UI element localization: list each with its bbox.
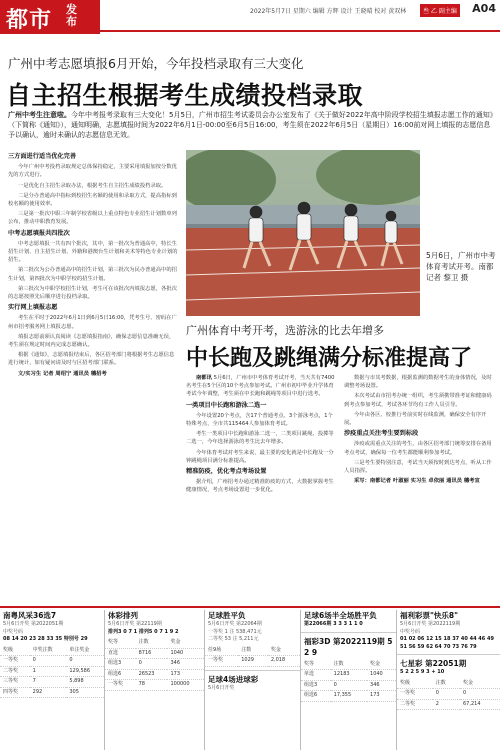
table-cell: 2,018 [268,656,300,667]
photo-caption: 5月6日，广州市中考体育考试开考。南都记者 黎卫 摄 [426,251,496,282]
table-row [301,680,396,691]
table-cell: 直选 [105,648,136,659]
story2-paragraph: 涉疫或需重点关注的考生，由各区招考部门统筹安排在备用考点考试，确保每一位考生都能顺利参加考试。 [344,441,492,456]
lottery-numbers: 01 02 06 12 15 18 37 40 44 46 49 51 56 59 62 64 70 73 76 79 [400,636,494,650]
story2-subhead: 精准防疫，优化考点考场设置 [186,468,267,476]
divider [205,670,300,671]
table-row [301,670,396,681]
table-row [105,648,204,659]
table-row [105,669,204,680]
story1-paragraph: 第三批次为中职学校招生计划，考生可在该批次内填报志愿，各批次的志愿按照先后顺序进行投档录取。 [8,285,177,301]
table-cell: 组选6 [301,691,331,702]
table-row [397,689,500,700]
table-cell: 1 [30,666,67,677]
table-cell: 四等奖 [0,687,30,698]
story1-credit: 文/实习生 记者 周绍宁 通讯员 穗招考 [18,370,107,377]
lottery-numbers: 第22066期 3 3 3 1 1 0 [304,621,363,627]
story2-headline: 中长跑及跳绳满分标准提高了 [186,346,473,371]
story1-kicker: 广州中考志愿填报6月开始，今年投档录取有三大变化 [8,56,304,71]
lottery-line: 一等奖 1 注 538,471元 [208,628,262,635]
lottery-title: 福彩3D 第2022119期 5 2 9 [304,636,393,657]
section-name: 都市 [6,8,53,33]
story1-lead-prefix: 广州中考生注意啦。 [8,111,71,119]
lottery-table [205,646,300,667]
lottery-title: 足球6场半全场胜平负 [304,611,377,620]
table-row [0,656,104,667]
story2-credit: 采写：南都记者 叶淑丽 实习生 卓依丽 通讯员 穗考宣 [354,478,480,485]
lottery-table [397,679,500,711]
table-cell: 1029 [238,656,268,667]
lottery-line: 5月6日开奖 [208,684,235,691]
story2-kicker: 广州体育中考开考，选游泳的比去年增多 [186,324,384,337]
table-cell: 7 [30,677,67,688]
table-cell: 组选3 [301,680,331,691]
table-cell: 0 [136,659,168,670]
table-cell: 注数 [433,679,460,689]
runners-photo-illustration [186,150,420,316]
table-row [105,659,204,670]
lottery-box [300,610,396,750]
table-cell: 346 [367,680,396,691]
table-row [397,699,500,710]
lottery-line: 中奖号码 [400,628,421,635]
story1-paragraph: 二是分办普通高中指标到校招生名额的使用和录取方式，提高指标到校名额的使用效率。 [8,192,177,208]
lottery-table [105,638,204,691]
table-cell: 注数 [136,638,168,648]
lottery-title: 足球4场进球彩 [208,674,259,684]
table-row [205,656,300,667]
lottery-title: 南粤风采36选7 [3,611,57,620]
table-cell: 17,355 [331,691,367,702]
table-row [0,666,104,677]
table-cell: 一等奖 [397,689,433,700]
story2-lead-text: 5月6日，广州市中考体育考试开考，当天共有7400名考生在5个区的10个考点参加考试。广州市初中毕业升学体育考试今年调整，考生须在中长跑和跳绳等项目中进行选考。 [186,375,335,398]
table-cell: 三等奖 [0,677,30,688]
lottery-line: 二等奖 53 注 5,211元 [208,636,259,642]
table-cell: 5,898 [66,677,104,688]
table-cell: 0 [30,656,67,667]
table-cell: 注数 [238,646,268,656]
table-cell: 305 [66,687,104,698]
story1-paragraph: 三是第一批次中职三年制学校省级以上重点特色专业招生计划数单列公布，推动中职教育发展。 [8,211,177,226]
story2-body-left [186,374,338,497]
table-cell: 单注奖金 [66,646,104,656]
lottery-box [104,610,204,750]
news-photo [186,150,420,316]
story2-paragraph: 今年体育考试对考生来说，最主要的变化就是中长跑及一分钟跳绳项目满分标准提高。 [186,449,334,464]
lottery-numbers: 08 14 20 23 28 33 35 特别号 29 [3,636,88,642]
table-cell: 0 [460,689,500,700]
story1-paragraph: 第二批次为公办普通高中的招生计划，第三批次为民办普通高中的招生计划，第四批次为中职学校的招生计划。 [8,267,177,282]
section-subname: 发布 [66,3,77,28]
lottery-line: 5月6日开奖 第2022051期 [3,621,64,627]
table-cell: 组选6 [105,669,136,680]
table-cell: 奖级 [397,679,433,689]
story1-paragraph: 今年广州中考投档录取规定总体保持稳定，主要采用填报加按分数优先的方式进行。 [8,164,177,179]
table-cell: 346 [167,659,204,670]
lottery-line: 5月6日开奖 第2022119期 [400,621,461,627]
table-row [0,687,104,698]
story1-lead [8,110,494,140]
lottery-title: 七星彩 第22051期 [400,659,467,668]
story2-paragraph: 据介绍，广州招考办通过精准防疫的方式，大数据掌握考生健康情况，考点考场设置进一步优化。 [186,479,334,494]
table-cell: 中奖注数 [30,646,67,656]
lottery-title: 福利彩票"快乐8" [400,611,459,620]
issue-info: 2022年5月7日 星期六 编辑 方辉 设计 王晓晴 校对 黄双林 [250,8,407,15]
table-row [105,638,204,648]
lottery-results-strip [0,606,500,750]
story1-paragraph: 根据《通知》，志愿填报结束后，各区招考部门将根据考生志愿信息进行统计，如有疑问请及时与区招考部门联系。 [8,352,175,367]
lottery-numbers: 5 2 2 5 9 3 + 10 [400,669,445,675]
table-cell: 0 [433,689,460,700]
table-cell: 奖等 [105,638,136,648]
story2-paragraph: 数据与市其考数据，根据监测的数据考生的身体情况，及时调整考场设置。 [344,375,492,390]
story2-paragraph: 本次考试由市招考办统一组织，考生须携带准考证和健康码到考点参加考试，考试各环节均有工作人员引导。 [344,393,492,408]
divider [301,632,396,633]
table-cell: 173 [167,669,204,680]
table-cell: 1040 [367,670,396,681]
lottery-numbers: 排列3 0 7 1 排列5 0 7 1 9 2 [108,628,179,635]
table-cell: 129,586 [66,666,104,677]
table-cell: 2 [433,699,460,710]
table-cell: 奖等 [301,660,331,670]
lottery-title: 体彩排列 [108,611,138,620]
table-cell: 任9场 [205,646,238,656]
table-cell: 26523 [136,669,168,680]
page-number: A04 [472,2,496,15]
lottery-box [204,610,300,750]
story1-body [8,150,178,380]
story1-paragraph: 考生在平时于2022年6月1日到6月5日16:00，凭考生号、密码在广州市招考服务网上填报志愿。 [8,315,177,330]
masthead [0,0,500,34]
story2-lead [186,374,338,399]
table-row [205,646,300,656]
lottery-title: 足球胜平负 [208,611,246,620]
table-cell: 67,214 [460,699,500,710]
divider [397,654,500,655]
story1-subhead: 三方面进行适当优化完善 [8,153,77,160]
table-cell: 奖金 [268,646,300,656]
story2-subhead: 一类项目中长跑和游泳二选一 [186,401,267,409]
table-cell: 组选3 [105,659,136,670]
story1-paragraph: 填报志愿前须认真阅读《志愿填报指南》，确保志愿信息准确无误，考生须在规定时间内完成志愿确认。 [8,333,175,349]
story2-body-right [344,374,494,487]
table-cell: 78 [136,680,168,691]
table-row [0,677,104,688]
lottery-box [396,610,500,750]
editor-tag: 叁 乙 副主编 [420,4,460,17]
table-cell: 一等奖 [205,656,238,667]
table-cell: 292 [30,687,67,698]
table-row [105,680,204,691]
story2-paragraph: 考生一类项目中长跑和游泳二选一，二类项目跳绳、投掷等二选一，今年选择游泳的考生比去年增多。 [186,431,334,446]
table-cell: 12183 [331,670,367,681]
table-cell: 单选 [301,670,331,681]
story2-paragraph: 今年设置20个考点，含17个普通考点、3个游泳考点，1个特殊考点，全市共115464人参加体育考试。 [186,412,333,428]
masthead-rule [100,30,500,32]
story1-subhead: 实行网上填报志愿 [8,304,58,312]
table-cell: 8716 [136,648,168,659]
table-cell: 注数 [331,660,367,670]
lottery-box [0,610,104,750]
story2-paragraph: 今年由各区、校推行考前实时在线监测，确保安全有序开展。 [344,411,487,427]
table-cell: 一等奖 [0,656,30,667]
lottery-line: 5月6日开奖 第22119期 [108,621,162,627]
story2-lead-prefix: 南都讯 [196,375,212,381]
story1-paragraph: 一是优化自主招生录取办法，根据考生自主招生成绩投档录取。 [18,182,167,189]
lottery-line: 中奖号码 [3,628,24,635]
table-row [301,691,396,702]
table-cell: 二等奖 [397,699,433,710]
table-cell: 100000 [167,680,204,691]
lottery-table [301,660,396,702]
table-cell: 奖级 [0,646,30,656]
table-cell: 奖金 [167,638,204,648]
story2-paragraph: 三是考生要特别注意，考试当天须按时到达考点，听从工作人员指挥。 [344,459,492,475]
table-row [301,660,396,670]
table-cell: 奖金 [367,660,396,670]
table-cell: 1040 [167,648,204,659]
lottery-line: 5月6日开奖 第22064期 [208,621,262,627]
story2-subhead: 涉疫重点关注考生要到标段 [344,430,419,438]
lottery-table [0,646,104,699]
table-cell: 0 [66,656,104,667]
story1-subhead: 中考志愿填报共四批次 [8,229,70,237]
story1-paragraph: 中考志愿填报一共有四个批次，其中，第一批次为普通高中，特长生招生计划、自主招生计划、外籍和港澳台生计划和美术等特色专业计划的招生。 [8,240,178,264]
table-cell: 奖金 [460,679,500,689]
table-row [0,646,104,656]
story1-lead-text: 今年中考报考录取有三大变化！5月5日，广州市招生考试委员会办公室发布了《关于做好2022年高中阶段学校招生填报志愿工作的通知》（下简称《通知》），通知明确，志愿填报时间为2022年6月1日-00:00至6月5日16:00，考生须在2022年6月5日（星期日）16:00前对网上填报的志愿信息予以确认，逾时未确认的志愿信息无效。 [8,111,494,139]
table-cell: 173 [367,691,396,702]
table-cell: 一等奖 [105,680,136,691]
story1-headline: 自主招生根据考生成绩投档录取 [6,81,364,110]
section-banner [0,0,100,34]
table-row [397,679,500,689]
table-cell: 0 [331,680,367,691]
table-cell: 二等奖 [0,666,30,677]
